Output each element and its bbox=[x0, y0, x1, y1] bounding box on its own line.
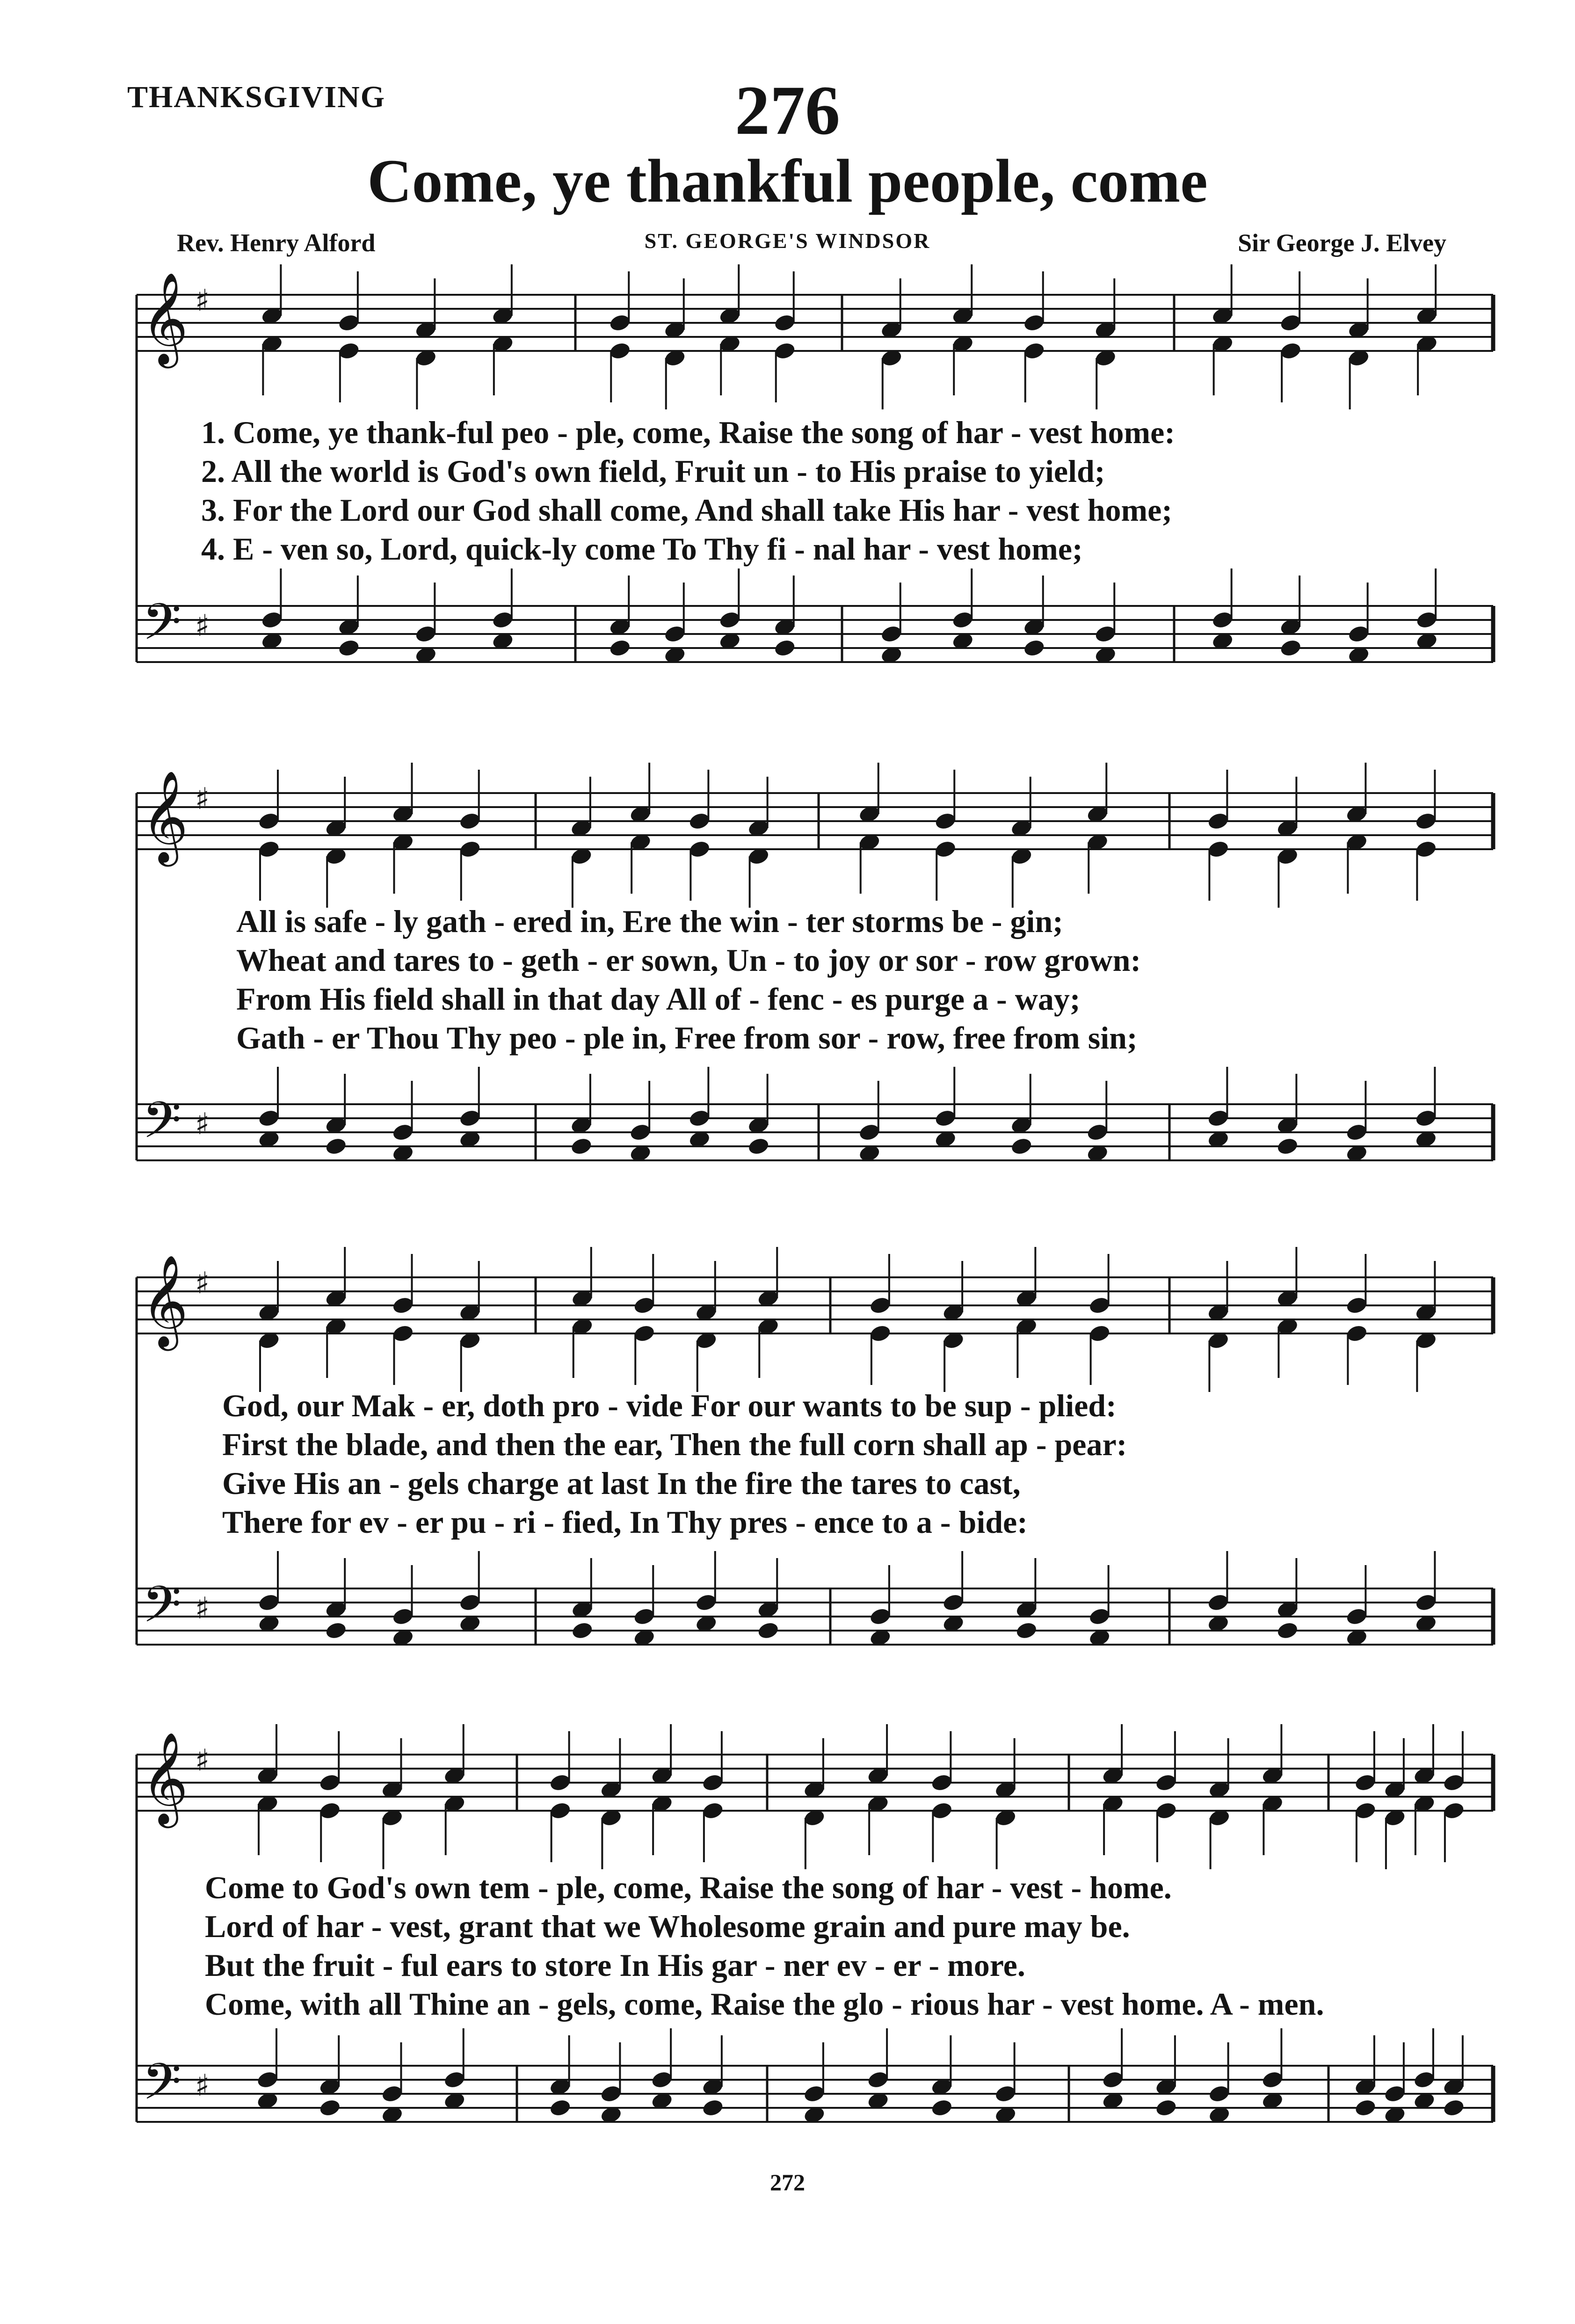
lyric-line-4-4: Come, with all Thine an - gels, come, Raise the glo - rious har - vest home. A - men. bbox=[205, 1986, 1324, 2022]
lyric-line-2-1: All is safe - ly gath - ered in, Ere the win - ter storms be - gin; bbox=[236, 903, 1063, 939]
svg-text:𝄢: 𝄢 bbox=[142, 2052, 181, 2123]
svg-text:𝄞: 𝄞 bbox=[141, 272, 189, 364]
lyric-line-3-1: God, our Mak - er, doth pro - vide For our wants to be sup - plied: bbox=[222, 1388, 1117, 1423]
svg-text:𝄞: 𝄞 bbox=[141, 1254, 189, 1347]
lyric-line-2-2: Wheat and tares to - geth - er sown, Un - to joy or sor - row grown: bbox=[236, 942, 1141, 978]
svg-text:♯: ♯ bbox=[195, 782, 210, 816]
lyric-line-3-3: Give His an - gels charge at last In the fire the tares to cast, bbox=[222, 1465, 1021, 1501]
page-number: 272 bbox=[770, 2169, 805, 2195]
hymn-title: Come, ye thankful people, come bbox=[367, 146, 1208, 215]
lyric-line-2-3: From His field shall in that day All of - fenc - es purge a - way; bbox=[236, 981, 1081, 1017]
lyric-line-4-2: Lord of har - vest, grant that we Wholesome grain and pure may be. bbox=[205, 1909, 1130, 1944]
svg-text:♯: ♯ bbox=[195, 284, 210, 318]
tune-name: ST. GEORGE'S WINDSOR bbox=[644, 229, 931, 253]
svg-text:𝄞: 𝄞 bbox=[141, 1732, 189, 1824]
lyric-line-1-4: 4. E - ven so, Lord, quick-ly come To Thy fi - nal har - vest home; bbox=[201, 531, 1083, 567]
svg-text:♯: ♯ bbox=[195, 609, 210, 643]
svg-text:♯: ♯ bbox=[195, 1266, 210, 1301]
lyric-line-1-1: 1. Come, ye thank-ful peo - ple, come, Raise the song of har - vest home: bbox=[201, 415, 1175, 450]
svg-text:𝄢: 𝄢 bbox=[142, 592, 181, 663]
section-label: THANKSGIVING bbox=[127, 80, 386, 114]
svg-text:𝄢: 𝄢 bbox=[142, 1091, 181, 1162]
lyric-line-1-3: 3. For the Lord our God shall come, And shall take His har - vest home; bbox=[201, 492, 1172, 528]
composer-credit: Sir George J. Elvey bbox=[1238, 229, 1446, 257]
author-credit: Rev. Henry Alford bbox=[177, 229, 376, 257]
svg-text:♯: ♯ bbox=[195, 2069, 210, 2103]
svg-text:𝄞: 𝄞 bbox=[141, 770, 189, 863]
lyric-line-3-2: First the blade, and then the ear, Then the full corn shall ap - pear: bbox=[222, 1427, 1127, 1462]
svg-text:♯: ♯ bbox=[195, 1591, 210, 1626]
svg-text:♯: ♯ bbox=[195, 1743, 210, 1778]
svg-text:𝄢: 𝄢 bbox=[142, 1575, 181, 1646]
lyric-line-1-2: 2. All the world is God's own field, Fruit un - to His praise to yield; bbox=[201, 453, 1105, 489]
lyric-line-3-4: There for ev - er pu - ri - fied, In Thy pres - ence to a - bide: bbox=[222, 1504, 1028, 1540]
lyric-line-2-4: Gath - er Thou Thy peo - ple in, Free from sor - row, free from sin; bbox=[236, 1020, 1138, 1056]
svg-text:♯: ♯ bbox=[195, 1107, 210, 1142]
lyric-line-4-1: Come to God's own tem - ple, come, Raise the song of har - vest - home. bbox=[205, 1870, 1172, 1905]
hymn-number: 276 bbox=[735, 72, 840, 149]
lyric-line-4-3: But the fruit - ful ears to store In His gar - ner ev - er - more. bbox=[205, 1947, 1025, 1983]
